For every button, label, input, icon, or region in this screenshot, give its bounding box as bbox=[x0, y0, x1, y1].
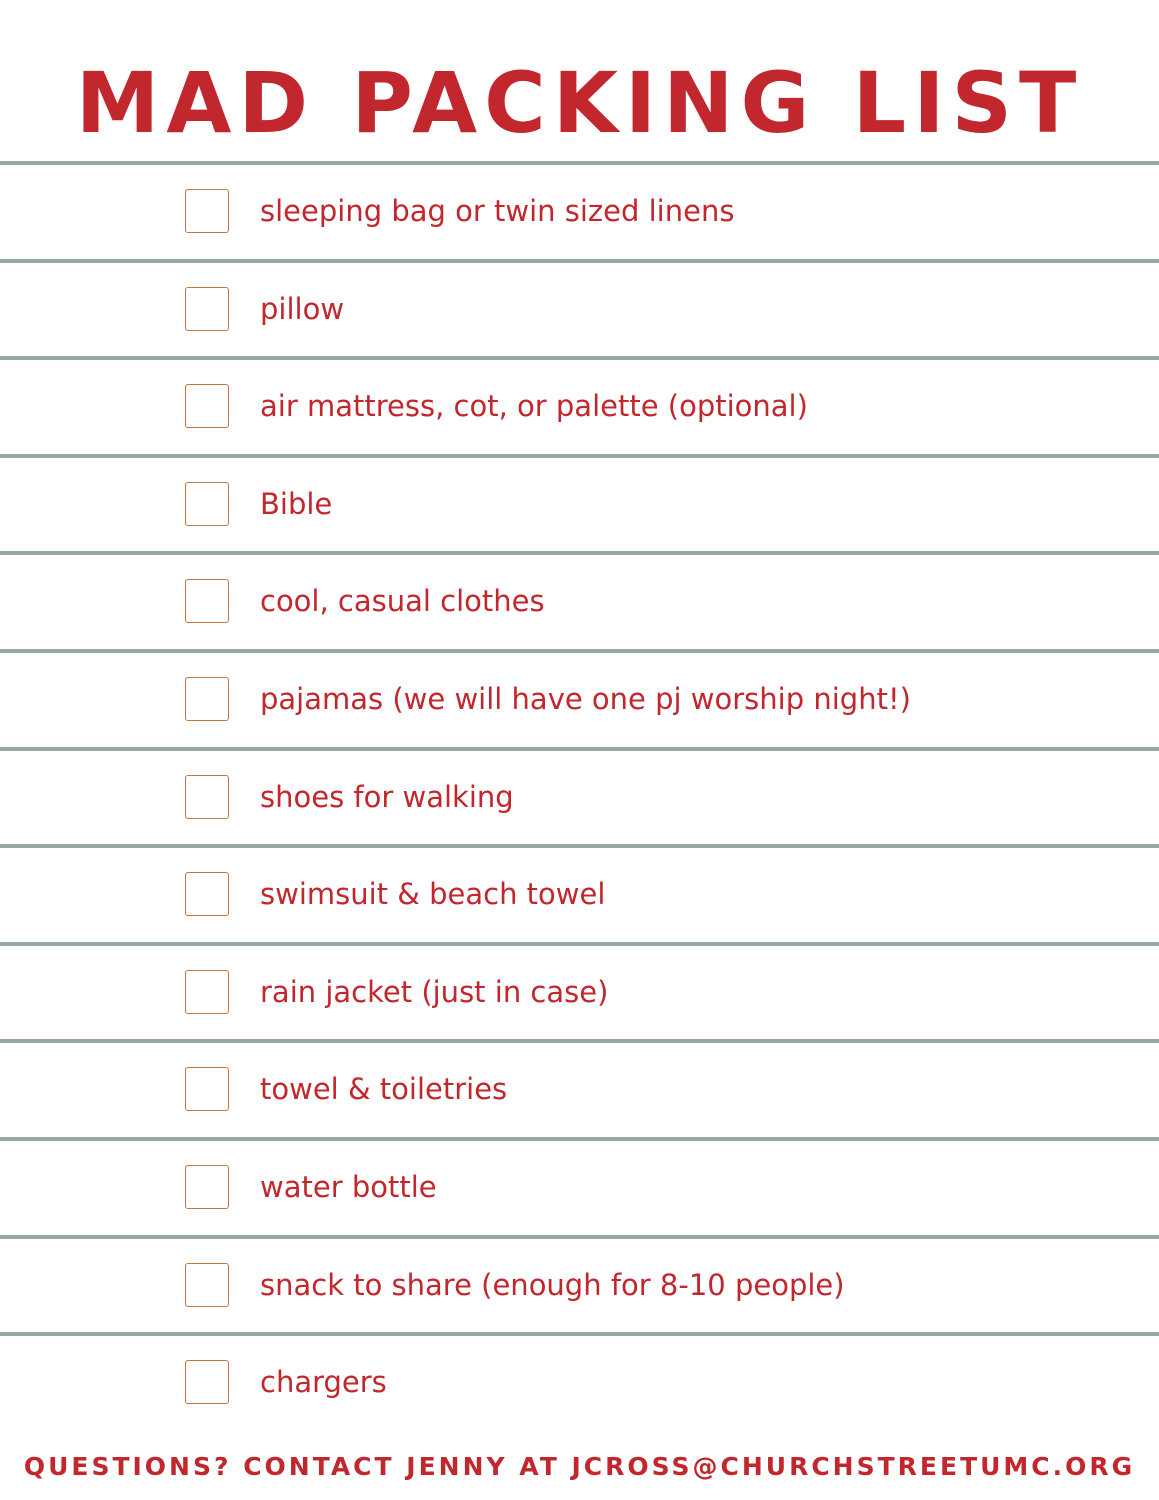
list-item-label: rain jacket (just in case) bbox=[260, 975, 609, 1009]
checkbox[interactable] bbox=[185, 775, 229, 819]
list-item bbox=[0, 751, 1159, 845]
list-item bbox=[0, 848, 1159, 942]
list-item bbox=[0, 653, 1159, 747]
list-item-label: chargers bbox=[260, 1365, 387, 1399]
list-item-label: pajamas (we will have one pj worship night!) bbox=[260, 682, 911, 716]
list-item bbox=[0, 555, 1159, 649]
list-item-label: towel & toiletries bbox=[260, 1072, 508, 1106]
checkbox[interactable] bbox=[185, 1263, 229, 1307]
list-item-label: snack to share (enough for 8-10 people) bbox=[260, 1268, 845, 1302]
list-item-label: Bible bbox=[260, 487, 333, 521]
list-item bbox=[0, 1336, 1159, 1430]
list-item bbox=[0, 165, 1159, 259]
list-item bbox=[0, 1239, 1159, 1333]
list-item bbox=[0, 458, 1159, 552]
list-item bbox=[0, 1043, 1159, 1137]
contact-footer: QUESTIONS? CONTACT JENNY AT JCROSS@CHURCHSTREETUMC.ORG bbox=[23, 1452, 1136, 1481]
checkbox[interactable] bbox=[185, 384, 229, 428]
list-item-label: water bottle bbox=[260, 1170, 437, 1204]
checkbox[interactable] bbox=[185, 872, 229, 916]
list-item-label: air mattress, cot, or palette (optional) bbox=[260, 389, 808, 423]
checkbox[interactable] bbox=[185, 189, 229, 233]
list-item-label: sleeping bag or twin sized linens bbox=[260, 194, 735, 228]
checkbox[interactable] bbox=[185, 482, 229, 526]
checkbox[interactable] bbox=[185, 1360, 229, 1404]
list-item-label: cool, casual clothes bbox=[260, 584, 545, 618]
list-item bbox=[0, 263, 1159, 357]
checkbox[interactable] bbox=[185, 287, 229, 331]
checkbox[interactable] bbox=[185, 677, 229, 721]
checkbox[interactable] bbox=[185, 970, 229, 1014]
checkbox[interactable] bbox=[185, 1165, 229, 1209]
list-item-label: pillow bbox=[260, 292, 345, 326]
list-item bbox=[0, 360, 1159, 454]
list-item-label: swimsuit & beach towel bbox=[260, 877, 606, 911]
page-title: MAD PACKING LIST bbox=[75, 54, 1084, 152]
checkbox[interactable] bbox=[185, 1067, 229, 1111]
checkbox[interactable] bbox=[185, 579, 229, 623]
list-item bbox=[0, 1141, 1159, 1235]
list-item bbox=[0, 946, 1159, 1040]
list-item-label: shoes for walking bbox=[260, 780, 514, 814]
